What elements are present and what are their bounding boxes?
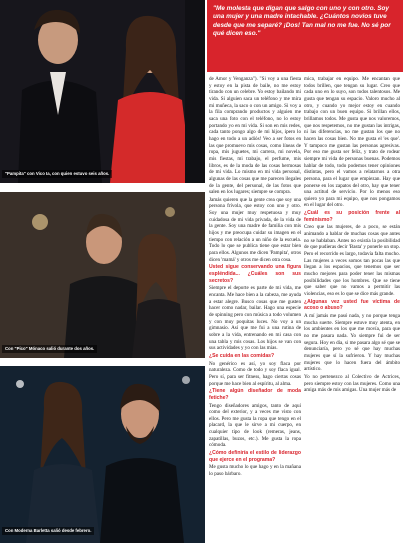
question: ¿Cuál es su posición frente al feminismo? xyxy=(304,210,400,223)
question: ¿Se cuida en las comidas? xyxy=(209,352,275,359)
photo-pampita-vicuna xyxy=(0,0,205,183)
paragraph: A mí jamás me pasó nada, y no porque tenga mucha suerte. Siempre estuve muy atenta, en los ambientes en los que me movía, para que no me pasara nada. Yo siempre fui de ser segura. Hoy en día, si me pasara algo sé que se denunciaría, pero yo sé que hay muchas mujeres que sí la sufrieron. Y hay muchas mujeres que lo hacen fuera del ámbito artístico. xyxy=(304,312,400,373)
paragraph: Creo que las mujeres, de a poco, se están animando a hablar de muchas cosas que antes no se hablaban. Antes no existía la posibilidad de que pudieras decir 'Basta' y ponerle un stop. Pero el recorrido es largo, todavía falta mucho. Las mujeres a veces somos tan pocas las que llegan a los espacios, que tenemos que ser mucho mejores para poder tener las mismas posibilidades que los hombres. Que se tiene que saber que no vamos a permitir las violencias, eso es lo que se dice más grande. xyxy=(304,224,400,297)
article-column-right xyxy=(304,76,400,395)
paragraph: Tengo diseñadores amigos, tanto de aquí como del exterior, y a veces me visto con ellos. Pero me gusta la ropa que tengo en el placard, la que le sirve a mi cuerpo, en cualquier tipo de look (remeras, jeans, zapatillas, buzos, etc.). Me gusta la ropa cómoda. xyxy=(209,402,301,449)
pull-quote-box xyxy=(207,0,403,72)
article-column-left xyxy=(209,76,301,479)
paragraph: No genérico es así, yo soy flaca por naturaleza. Como de todo y soy flaca igual. Pero sí, para ser fitness, hago ciertas cosas porque me hace bien al espíritu, al alma. xyxy=(209,360,301,387)
photo-pampita-monaco xyxy=(0,192,205,358)
question: ¿Algunas vez usted fue víctima de acoso o abuso? xyxy=(304,298,400,312)
photo-figures xyxy=(0,0,205,183)
photo-caption: Con Moderna Barletta salió desde febrero. xyxy=(2,527,94,535)
photo-figures xyxy=(0,192,205,358)
paragraph: Jamás quieren que la gente crea que soy una persona frívola, que estoy con uno y otro. Soy una mujer muy respetuosa y muy cuidadosa de mi vida privada, de la vida de la gente. Soy una madre de familia con mis hijos y me preocupa cuidar su imagen en el tiempo con relación a un niño de la escuela. Todo lo que se publica tiene que estar bien para ellos. Algunos me dicen 'Pampita', otros dicen 'mamá' y otros me dicen otra cosa. xyxy=(209,196,301,263)
photo-figures xyxy=(0,366,205,543)
paragraph: Siempre el deporte es parte de mi vida, me encanta. Me hace bien a la cabeza, me ayuda a estar alegre. Busco cosas que me gusten hacer como nadar, bailar. Hago una especie de spinning pero con música a todo volumen y con muy poquitas luces. No voy a un gimnasio. Así que me fui a una rutina de sobre a la vida, entrenando en mi casa con una tabla y mis cosas. Los hijos se van con sus actividades y yo con las mías. xyxy=(209,285,301,352)
question: ¿Cómo definiría el estilo de liderazgo que ejerce en el programa? xyxy=(209,450,301,463)
paragraph: de Amor y Venganza"). "Si voy a una fiesta y estoy en la pista de baile, no me estoy tirando con un celebre. Yo estoy bailando mi vida. Si alguien saca un teléfono y me mira mi muñeca, la saco o con un amigo. Si voy a la fila comprando productos y alguien me saca una foto con el teléfono, no lo estoy portando yo en mi vida. Si son en mis redes, cada tanto pongo algo de mi hijos, ipero lo hago en todo a un adiós! Veo a ser fotos en las que promuevo mis cosas, como líneas de ropa, mis juguetes, mi carrera, mi novela, mis fiestas, mi trabajo, el perfume, mis libros, es de la moda de las cosas hermosas de mi vida. Lo mismo en mi vida personal, algunas de las cosas que me parecen ilegales de la gente, del personal, de las fotos que salen en los lugares; siempre se compra. xyxy=(209,76,301,196)
photo-caption: "Pampita" con Vico Ia, con quien estuvo seis años. xyxy=(2,170,112,178)
question: ¿Tiene algún diseñador de moda fetiche? xyxy=(209,388,301,401)
paragraph: mica, trabajar en equipo. Me encantan que todos brillen, que tengan su lugar. Creo que cada uno en lo suyo, son todos talentosos. Me gusta que tengan su espacio. Valoro mucho al otro, y cuando yo mejor estoy en cuando trabajo con un buen equipo. Si brillan ellos, brillamos todos. Me gusta que nos valoremos, que nos respetemos, no me gustan las intrigas, ni las diferencias, no me gustan los que no hacen las cosas bien. No me gusta el 'es que'. Y tampoco me gustan las personas agresivas. Por eso me gusta ser feliz, y trato de rodear siempre mi vida de personas buenas. Podemos hablar de todo, todo podemos tener opiniones distintas, pero el vamos a relatarnos a otra persona, para el lugar que empiezan. Hay que ponerse en los zapatos del otro, hay que tener una actitud de servicio. Por lo menos eso quiero yo para mi equipo, que nos pongamos en el lugar del otro. xyxy=(304,76,400,209)
paragraph: Me gusta mucho lo que hago y en la mañana lo paso bárbaro. xyxy=(209,464,301,478)
question: Usted sigue conservando una figura espléndida... ¿Cuáles son sus secretos? xyxy=(209,264,301,284)
pull-quote: "Me molesta que digan que salgo con uno y con otro. Soy una mujer y una madre intachable. ¿Cuántos novios tuve desde que me separé? ¡Dos! Tan mal no me fue. No sé por qué dicen eso." xyxy=(213,5,391,37)
paragraph: Yo no pertenezco al Colectivo de Actrices, pero siempre estoy con las mujeres. Como una amiga más de mis amigas. Una mujer más de xyxy=(304,373,400,394)
photo-pampita-barletta xyxy=(0,366,205,543)
photo-caption: Con "Pico" Mónaco salió durante dos años. xyxy=(2,345,97,353)
